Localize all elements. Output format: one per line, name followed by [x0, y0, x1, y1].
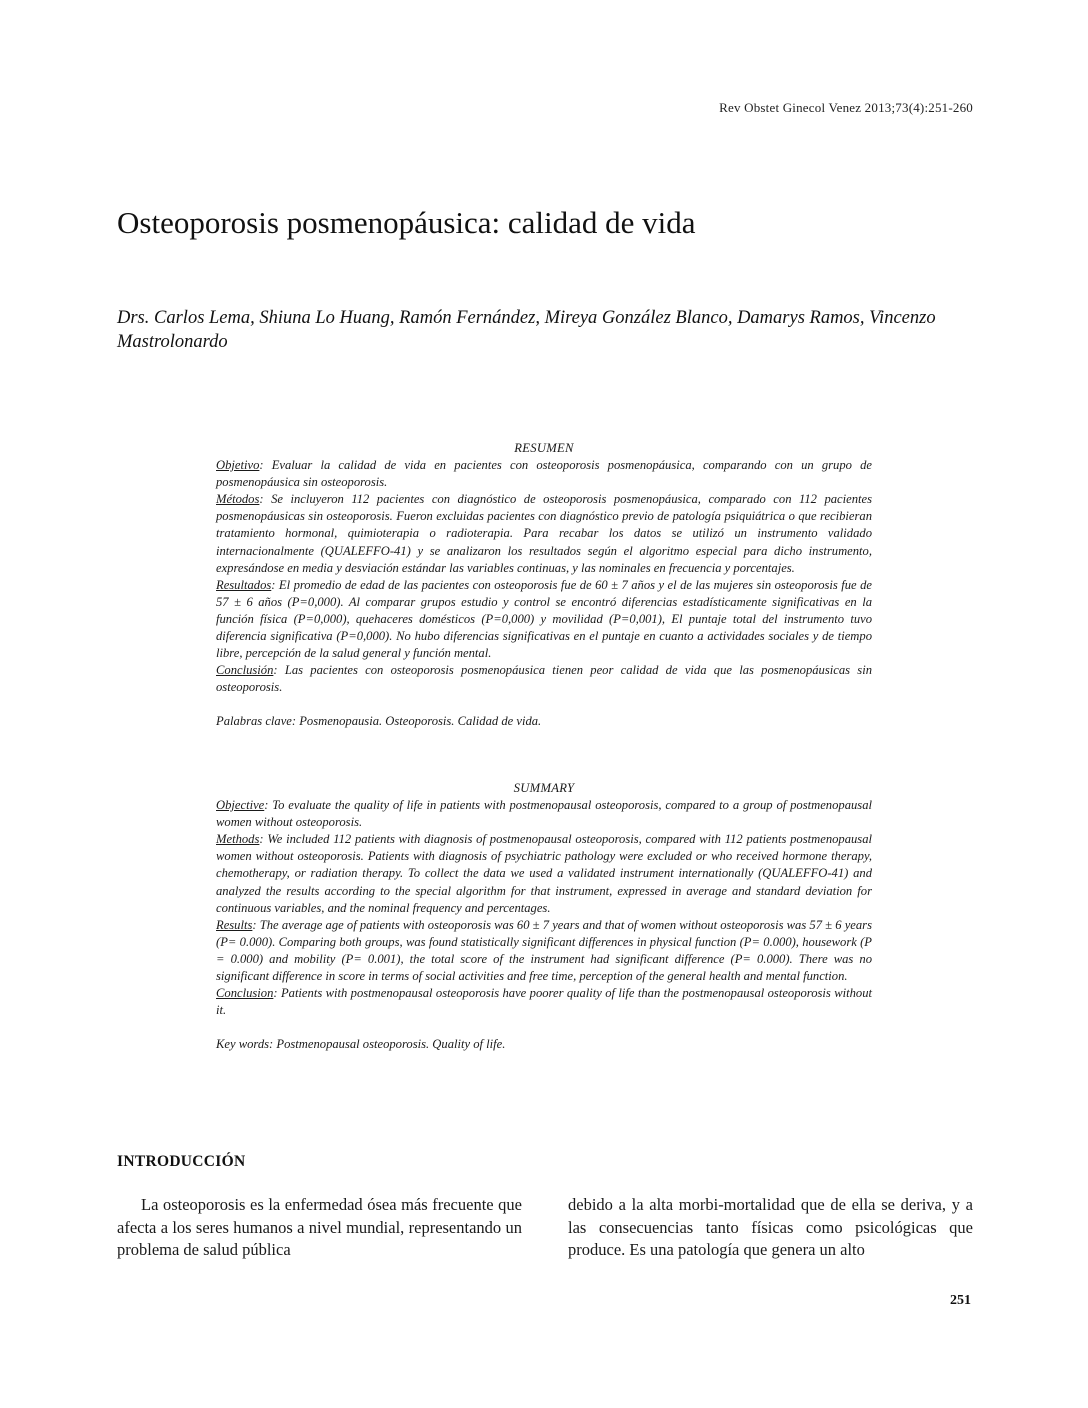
author-list: Drs. Carlos Lema, Shiuna Lo Huang, Ramón Fernández, Mireya González Blanco, Damarys Ramos, Vincenzo Mastrolonardo [117, 308, 936, 352]
objetivo-label: Objetivo [216, 458, 260, 473]
page-number: 251 [950, 1293, 971, 1308]
intro-right-column: debido a la alta morbi-mortalidad que de ella se deriva, y a las consecuencias tanto físicas como psicológicas que produce. Es una patología que genera un alto [568, 1195, 973, 1259]
resumen-conclusion [216, 662, 872, 696]
methods-label: Methods [216, 832, 260, 847]
resumen-heading: RESUMEN [514, 441, 574, 455]
intro-left-column: La osteoporosis es la enfermedad ósea más frecuente que afecta a los seres humanos a nivel mundial, representando un problema de salud pública [117, 1195, 522, 1259]
summary-methods [216, 831, 872, 916]
resumen-objetivo [216, 457, 872, 491]
resultados-label: Resultados [216, 577, 272, 592]
objetivo-text: : Evaluar la calidad de vida en pacientes con osteoporosis posmenopáusica, comparando con un grupo de posmenopáusica sin osteoporosis. [216, 458, 872, 490]
resumen-resultados [216, 577, 872, 662]
summary-heading: SUMMARY [513, 781, 575, 795]
intro-heading: INTRODUCCIÓN [117, 1153, 246, 1170]
palabras-clave: Palabras clave: Posmenopausia. Osteoporosis. Calidad de vida. [216, 714, 542, 729]
resultados-text: : El promedio de edad de las pacientes con osteoporosis fue de 60 ± 7 años y el de las mujeres sin osteoporosis fue de 57 ± 6 años (P=0,000). Al comparar grupos estudio y control se encontró diferencias estadísticamente significativas en la función física (P=0,000), quehaceres domésticos (P=0,000) y movilidad (P=0,001), El puntaje total del instrumento tuvo diferencia significativa (P=0,000). No hubo diferencias significativas en el puntaje en cuanto a actividades sociales y de tiempo libre, percepción de la salud general y función mental. [216, 577, 872, 661]
summary-results [216, 917, 872, 985]
summary-conclusion-label: Conclusion [216, 986, 274, 1001]
summary-section [216, 780, 872, 1053]
summary-objective [216, 797, 872, 831]
summary-conclusion-text: : Patients with postmenopausal osteoporosis have poorer quality of life than the postmenopausal osteoporosis without it. [216, 986, 872, 1018]
objective-label: Objective [216, 798, 265, 813]
key-words: Key words: Postmenopausal osteoporosis. Quality of life. [216, 1037, 506, 1052]
metodos-label: Métodos [216, 492, 260, 507]
conclusion-label: Conclusión [216, 663, 274, 678]
methods-text: : We included 112 patients with diagnosis of postmenopausal osteoporosis, compared with 112 patients postmenopausal women without osteoporosis. Patients with diagnosis of psychiatric pathology were excluded or who received hormone therapy, chemotherapy, or radiation therapy. To collect the data we used a validated instrument internationally (QUALEFFO-41) and analyzed the results according to the special algorithm for that instrument, expressed in average and standard deviation for continuous variables, and the nominal frequency and percentages. [216, 832, 872, 915]
resumen-section [216, 440, 872, 731]
metodos-text: : Se incluyeron 112 pacientes con diagnóstico de osteoporosis posmenopáusica, comparado con 112 pacientes posmenopáusicas sin osteoporosis. Fueron excluidas pacientes con diagnóstico previo de patología psiquiátrica o que recibieran tratamiento hormonal, quimioterapia o radioterapia. Para recabar los datos se utilizó un instrumento validado internacionalmente (QUALEFFO-41) y se analizaron los resultados según el algoritmo especial para dicho instrumento, expresándose en media y desviación estándar las variables continuas, y las nominales en frecuencia y porcentajes. [216, 492, 872, 575]
objective-text: : To evaluate the quality of life in patients with postmenopausal osteoporosis, compared to a group of postmenopausal women without osteoporosis. [216, 798, 872, 830]
conclusion-text: : Las pacientes con osteoporosis posmenopáusica tienen peor calidad de vida que las posmenopáusicas sin osteoporosis. [216, 663, 872, 695]
results-label: Results [216, 917, 253, 932]
resumen-metodos [216, 491, 872, 576]
results-text: : The average age of patients with osteoporosis was 60 ± 7 years and that of women without osteoporosis was 57 ± 6 years (P= 0.000). Comparing both groups, was found statistically significant differences in physical function (P= 0.000), housework (P = 0.000) and mobility (P= 0.001), the total score of the instrument had significant difference (P= 0.000). There was no significant difference in score in terms of social activities and free time, perception of the general health and mental function. [216, 917, 872, 984]
article-title: Osteoporosis posmenopáusica: calidad de vida [117, 205, 696, 240]
journal-reference: Rev Obstet Ginecol Venez 2013;73(4):251-260 [719, 100, 973, 115]
summary-conclusion [216, 985, 872, 1019]
